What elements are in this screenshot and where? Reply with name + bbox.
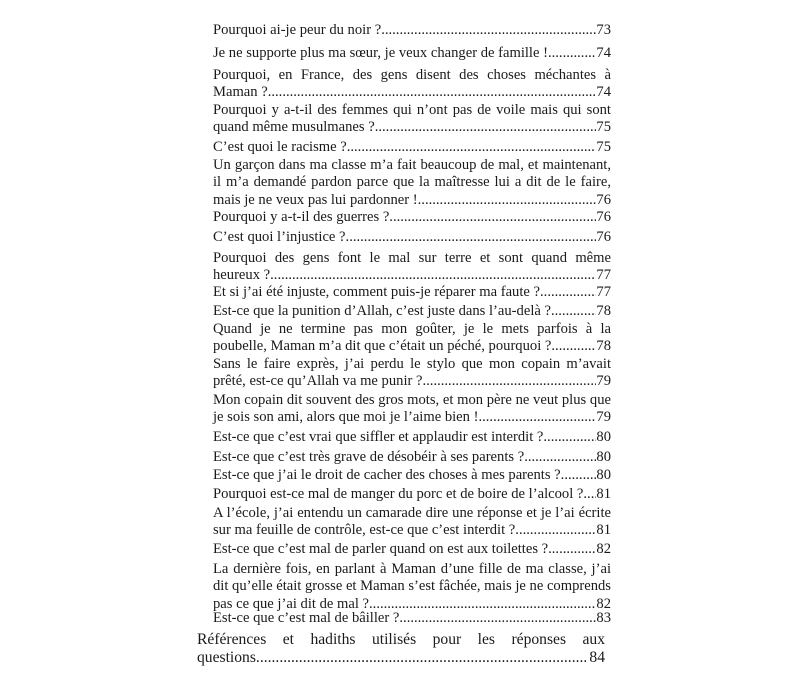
dot-leader [478,409,596,426]
toc-entry [213,139,611,156]
page-number: 76 [596,209,611,225]
toc-entry-text: poubelle, Maman m’a dit que c’était un péché, pourquoi ? [213,338,552,355]
toc-entry-text: prêté, est-ce qu’Allah va me punir ? [213,373,423,390]
page-number: 82 [596,595,611,612]
toc-entry [213,541,611,558]
dot-leader [375,119,597,136]
dot-leader [381,22,596,39]
dot-leader [256,649,586,667]
dot-leader [399,610,596,627]
page-number: 81 [596,522,611,539]
dot-leader [346,229,597,246]
page-number: 80 [596,449,611,465]
toc-entry-last-line [213,267,611,284]
toc-entry-text: Pourquoi y a-t-il des guerres ? [213,209,390,225]
page-number: 76 [596,191,611,208]
toc-entry-text: mais je ne veux pas lui pardonner ! [213,191,418,208]
toc-entry [213,22,611,39]
toc-entry-text: Je ne supporte plus ma sœur, je veux changer de famille ! [213,45,548,61]
toc-entry [213,303,611,320]
dot-leader [268,84,597,101]
toc-entry-text: Est-ce que la punition d’Allah, c’est juste dans l’au-delà ? [213,303,551,319]
toc-entry-last-line [213,229,611,246]
toc-entry-text: Est-ce que c’est vrai que siffler et applaudir est interdit ? [213,429,544,445]
toc-entry-last-line [213,84,611,101]
toc-entry [213,102,611,137]
page-number: 80 [596,429,611,445]
toc-entry-last-line [213,45,611,62]
toc-entry [213,610,611,627]
toc-entry [213,356,611,391]
toc-entry-line: il m’a demandé pardon parce que la maîtresse lui a dit de le faire, [213,174,611,191]
toc-entry-last-line [213,373,611,390]
toc-entry-last-line [213,409,611,426]
toc-entry-line: Quand je ne termine pas mon goûter, je le mets parfois à la [213,321,611,337]
toc-entry-text: Pourquoi est-ce mal de manger du porc et de boire de l’alcool ? [213,486,584,502]
page-number: 82 [596,541,611,557]
toc-entry-last-line [213,610,611,627]
toc-entry-line: Pourquoi y a-t-il des femmes qui n’ont pas de voile mais qui sont [213,102,611,118]
toc-entry [213,284,611,301]
toc-entry-last-line [213,22,611,39]
page-number: 73 [596,22,611,38]
toc-entry-text: je sois son ami, alors que moi je l’aime bien ! [213,409,479,426]
toc-entry-text: Pourquoi ai-je peur du noir ? [213,22,382,38]
footer-line-text: questions [197,649,256,667]
toc-entry [213,505,611,540]
dot-leader [423,373,597,390]
toc-entry-last-line [213,449,611,466]
toc-entry-text: quand même musulmanes ? [213,119,375,136]
page-number: 83 [596,610,611,626]
page-number: 81 [596,486,611,502]
footer-line: Références et hadiths utilisés pour les réponses aux [197,631,605,648]
toc-entry-line: Pourquoi, en France, des gens disent des choses méchantes à [213,67,611,83]
toc-entry-text: Et si j’ai été injuste, comment puis-je réparer ma faute ? [213,284,541,300]
toc-entry-text: Maman ? [213,84,268,101]
toc-entry-line: La dernière fois, en parlant à Maman d’une fille de ma classe, j’ai [213,561,611,577]
toc-entry-text: heureux ? [213,267,271,284]
toc-entry-last-line [213,209,611,226]
toc-entry [213,229,611,246]
toc-entry-last-line [213,139,611,156]
toc-entry-text: C’est quoi le racisme ? [213,139,347,155]
toc-entry-last-line [213,119,611,136]
toc-entry-line: Sans le faire exprès, j’ai perdu le stylo que mon copain m’avait [213,356,611,372]
toc-entry [213,561,611,613]
toc-entry [213,486,611,503]
page-number: 75 [596,139,611,155]
page-number: 78 [596,338,611,355]
footer-last-line [197,649,605,667]
toc-entry-text: C’est quoi l’injustice ? [213,229,346,245]
toc-entry [213,321,611,356]
page-number: 76 [596,229,611,245]
toc-entry [213,250,611,285]
dot-leader [515,522,596,539]
page-number: 74 [596,45,611,61]
toc-entry [213,67,611,102]
toc-entry-last-line [213,522,611,539]
toc-entry [213,209,611,226]
toc-entry-text: sur ma feuille de contrôle, est-ce que c’est interdit ? [213,522,516,539]
toc-entry-line: A l’école, j’ai entendu un camarade dire une réponse et je l’ai écrite [213,505,611,521]
dot-leader [524,449,596,466]
dot-leader [389,209,596,226]
toc-entry [213,429,611,446]
toc-entry-text: Est-ce que c’est mal de bâiller ? [213,610,400,626]
toc-entry-last-line [213,338,611,355]
toc-entry-last-line [213,429,611,446]
page-number: 74 [596,84,611,101]
toc-entry-text: Est-ce que c’est très grave de désobéir à ses parents ? [213,449,525,465]
page-number: 77 [596,267,611,284]
toc-entry-line: Mon copain dit souvent des gros mots, et mon père ne veut plus que [213,392,611,408]
dot-leader [270,267,596,284]
toc-entry-line: Pourquoi des gens font le mal sur terre et sont quand même [213,250,611,266]
page-number: 84 [589,649,605,667]
dot-leader [347,139,597,156]
toc-entry-text: Est-ce que c’est mal de parler quand on est aux toilettes ? [213,541,549,557]
toc-entry-text: pas ce que j’ai dit de mal ? [213,595,370,612]
page-number: 75 [596,119,611,136]
dot-leader [540,284,596,301]
page-number: 79 [596,409,611,426]
toc-entry-line: Un garçon dans ma classe m’a fait beaucoup de mal, et maintenant, [213,157,611,173]
dot-leader [561,467,597,484]
toc-entry [213,392,611,427]
dot-leader [548,541,596,558]
toc-entry-last-line [213,284,611,301]
toc-entry-last-line [213,303,611,320]
toc-entry [213,467,611,484]
dot-leader [543,429,596,446]
page-number: 77 [596,284,611,300]
page-number: 79 [596,373,611,390]
toc-footer-entry [197,631,605,667]
toc-entry-last-line [213,192,611,209]
dot-leader [551,338,596,355]
toc-entry [213,449,611,466]
page-number: 78 [596,303,611,319]
page-number: 80 [596,467,611,483]
toc-entry-line: dit qu’elle était grosse et Maman s’est fâchée, mais je ne comprends [213,578,611,595]
dot-leader [548,45,596,62]
toc-entry-last-line [213,467,611,484]
toc-entry [213,157,611,209]
dot-leader [418,192,597,209]
dot-leader [551,303,596,320]
toc-entry-text: Est-ce que j’ai le droit de cacher des choses à mes parents ? [213,467,561,483]
toc-entry-last-line [213,486,611,503]
toc-entry-last-line [213,541,611,558]
toc-entry [213,45,611,62]
dot-leader [583,486,596,503]
